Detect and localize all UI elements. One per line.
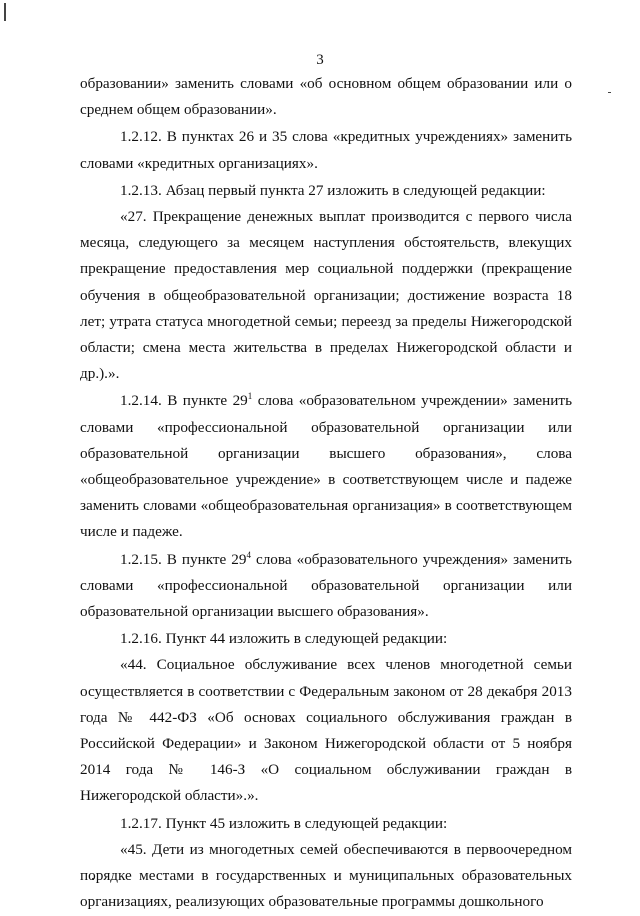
paragraph-1-2-16: 1.2.16. Пункт 44 изложить в следующей редакции: xyxy=(120,630,448,648)
superscript-4: 4 xyxy=(246,549,251,560)
scan-mark-right xyxy=(608,92,611,93)
paragraph-1-2-14 xyxy=(80,388,572,545)
quoted-paragraph-44: «44. Социальное обслуживание всех членов многодетной семьи осуществляется в соответствии с Федеральным законом от 28 декабря 2013 года № 442-ФЗ «Об основах социального обслуживания граждан в Российской Федерации» и Законом Нижегородской области от 5 ноября 2014 года № 146-З «О социальном обслуживании граждан в Нижегородской области».». xyxy=(80,656,572,805)
paragraph-1-2-14-rest: слова «образовательном учреждении» заменить словами «профессиональной образовательной организации или образовательной организации высшего образования», слова «общеобразовательное учреждение» в соответствующем числе и падеже заменить словами «общеобразовательная организация» в соответствующем числе и падеже. xyxy=(80,392,572,541)
document-body xyxy=(80,71,572,916)
quoted-paragraph-27: «27. Прекращение денежных выплат производится с первого числа месяца, следующего за месяцем наступления обстоятельств, влекущих прекращение предоставления мер социальной поддержки (прекращение обучения в общеобразовательной организации; достижение возраста 18 лет; утрата статуса многодетной семьи; переезд за пределы Нижегородской области; смена места жительства в пределах Нижегородской области и др.).». xyxy=(80,208,572,383)
quoted-paragraph-45: «45. Дети из многодетных семей обеспечиваются в первоочередном порядке местами в государственных и муниципальных образовательных организациях, реализующих образовательные программы дошкольного xyxy=(80,840,572,911)
superscript-1: 1 xyxy=(247,391,253,402)
paragraph-1-2-15-rest: слова «образовательного учреждения» заменить словами «профессиональной образовательной организации или образовательной организации высшего образования». xyxy=(80,550,572,621)
paragraph-continuation: образовании» заменить словами «об основном общем образовании или о среднем общем образовании». xyxy=(80,75,572,119)
scan-mark-left xyxy=(4,3,6,21)
paragraph-1-2-15 xyxy=(80,547,572,626)
paragraph-1-2-13: 1.2.13. Абзац первый пункта 27 изложить в следующей редакции: xyxy=(120,181,546,199)
page-number: 3 xyxy=(316,52,324,68)
paragraph-1-2-14-lead: 1.2.14. В пункте 29 xyxy=(120,392,248,410)
paragraph-1-2-12: 1.2.12. В пунктах 26 и 35 слова «кредитных учреждениях» заменить словами «кредитных организациях». xyxy=(80,128,572,172)
paragraph-1-2-17: 1.2.17. Пункт 45 изложить в следующей редакции: xyxy=(120,814,448,832)
paragraph-1-2-15-lead: 1.2.15. В пункте 29 xyxy=(120,550,247,568)
